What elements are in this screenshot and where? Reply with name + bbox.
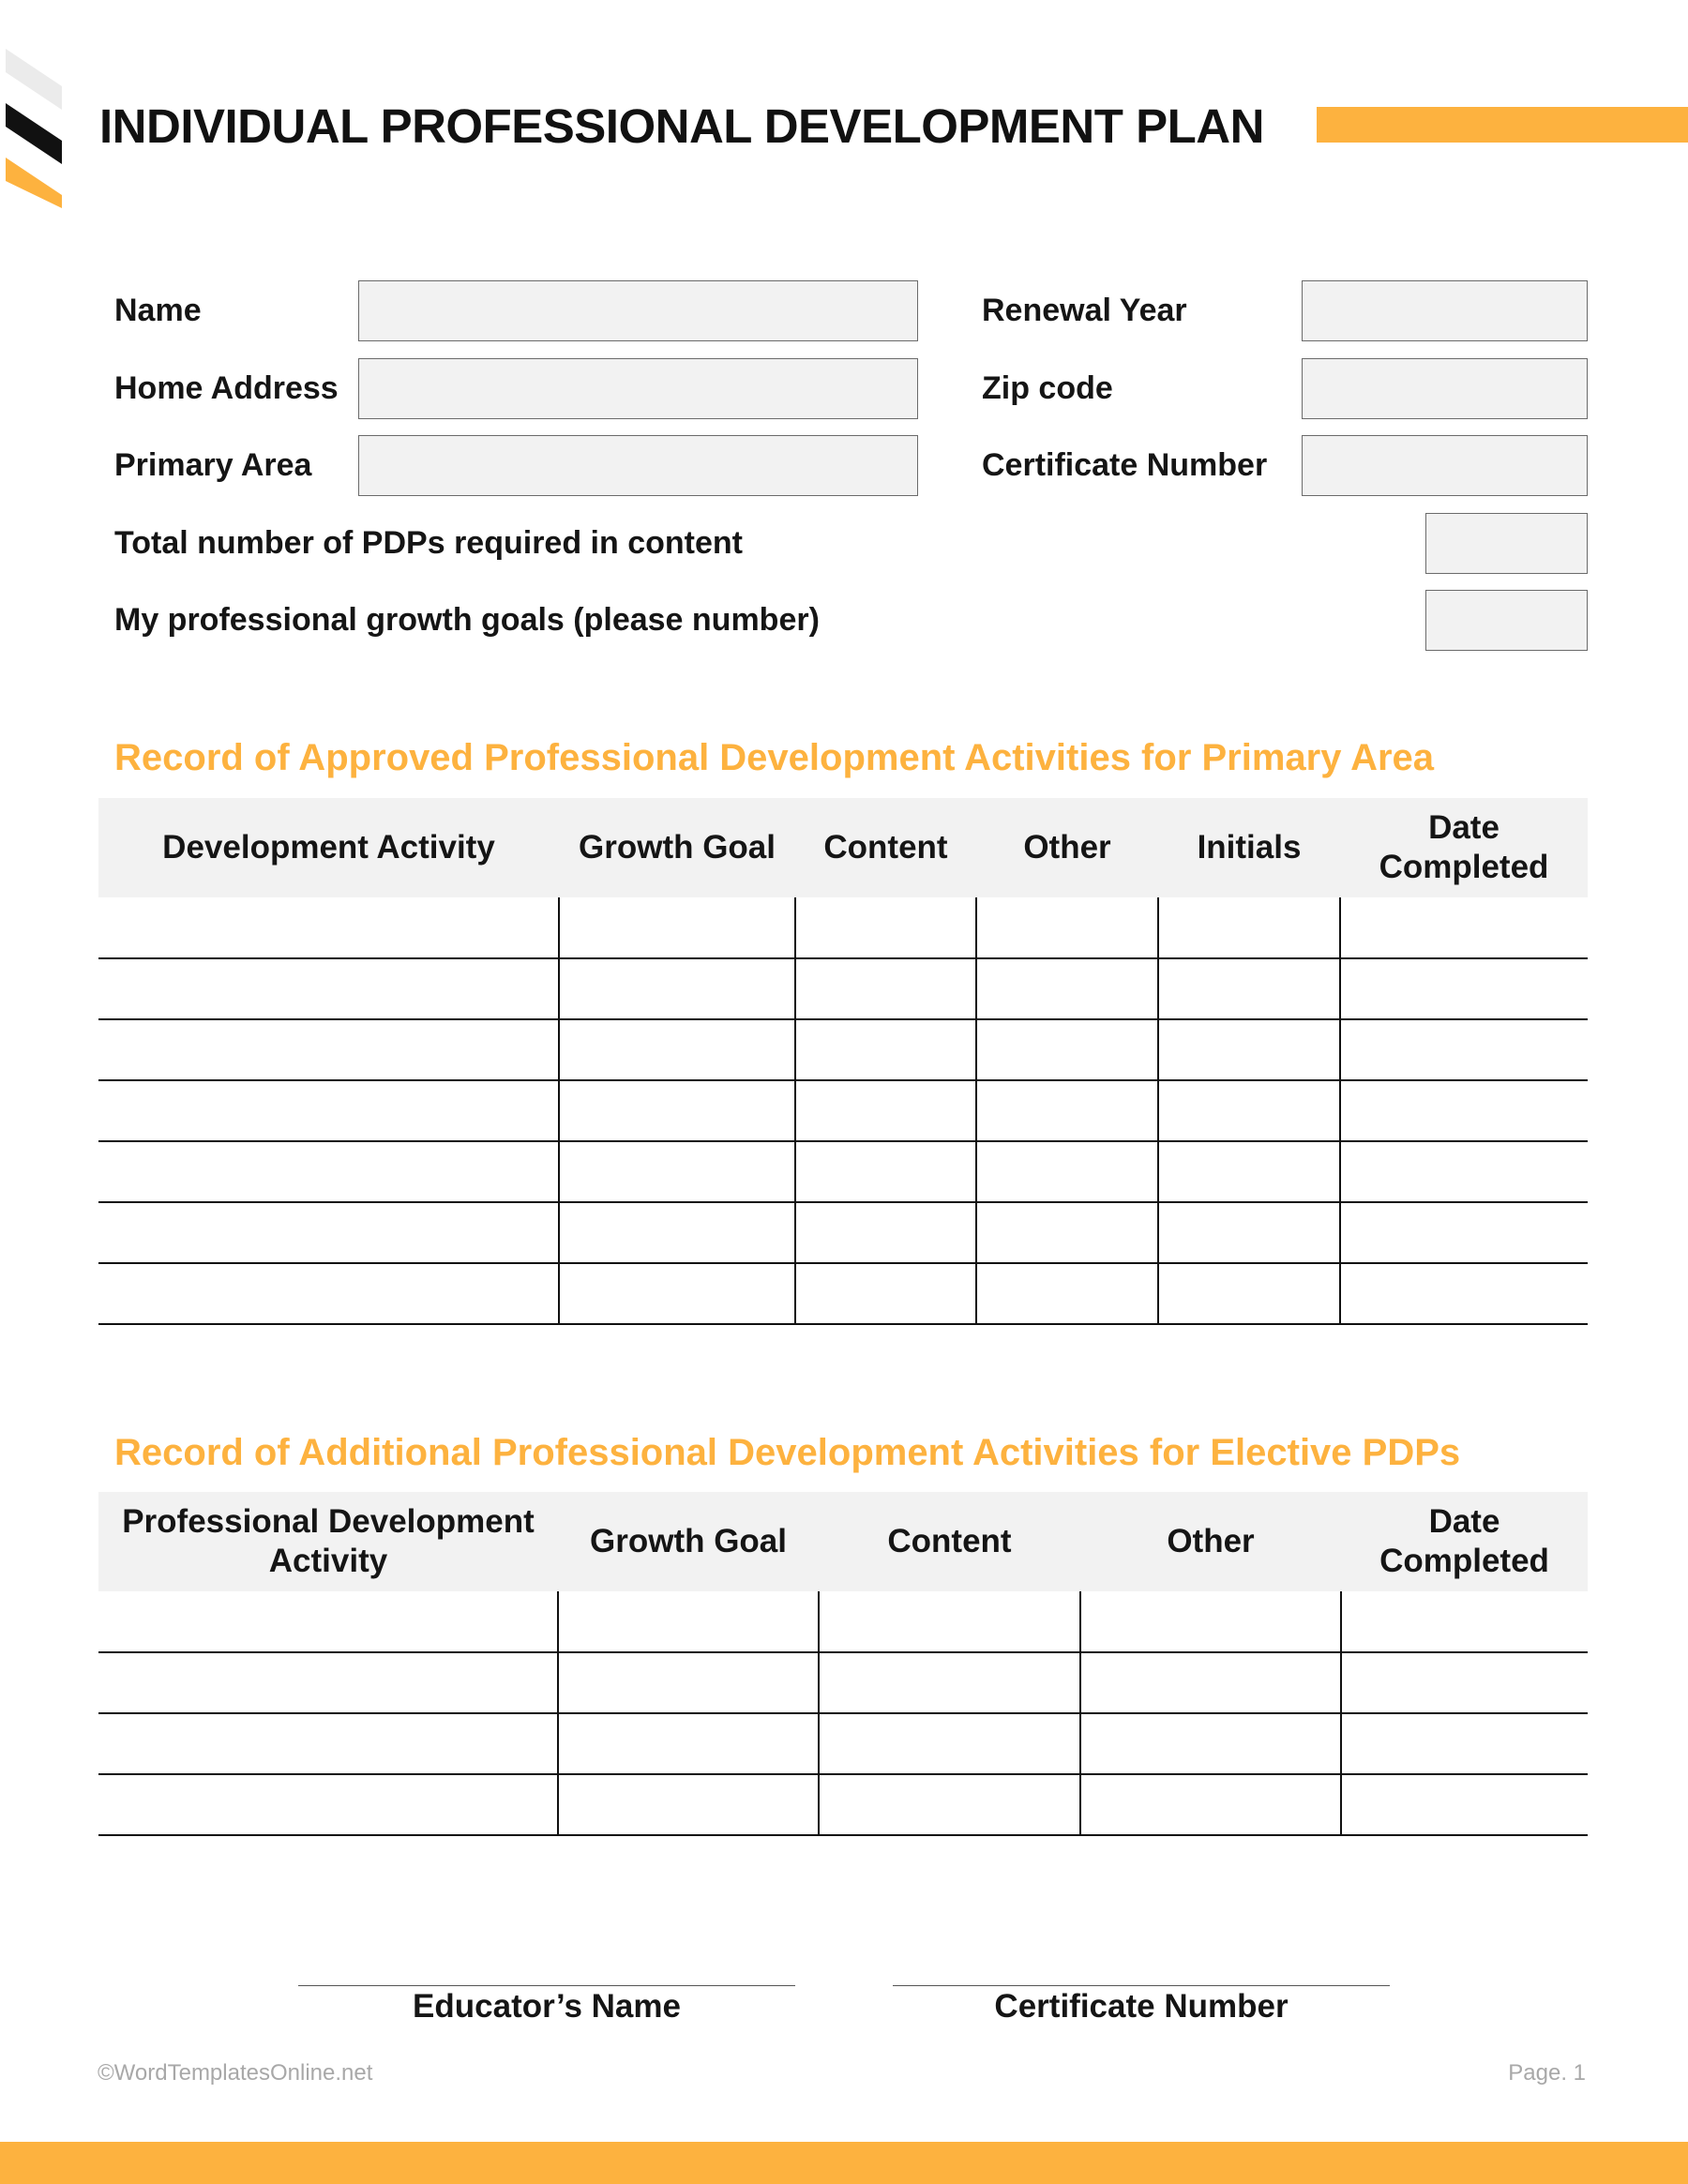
table-cell[interactable] <box>98 958 559 1019</box>
table-cell[interactable] <box>1158 958 1340 1019</box>
certificate-number-label: Certificate Number <box>982 447 1268 483</box>
table-row <box>98 1652 1588 1713</box>
primary-activities-table <box>98 798 1588 1325</box>
table-cell[interactable] <box>559 1080 795 1141</box>
page-number: Page. 1 <box>1508 2060 1586 2086</box>
table-cell[interactable] <box>1340 1263 1588 1324</box>
table-cell[interactable] <box>1340 1202 1588 1263</box>
table-cell[interactable] <box>98 897 559 958</box>
table-cell[interactable] <box>976 897 1158 958</box>
primary-area-field[interactable] <box>358 435 918 496</box>
table-cell[interactable] <box>1340 1019 1588 1080</box>
table-cell[interactable] <box>1158 1141 1340 1202</box>
title-accent-bar <box>1317 107 1688 143</box>
educator-name-signature-line[interactable] <box>298 1985 795 1986</box>
table-cell[interactable] <box>98 1774 558 1835</box>
certificate-number-field[interactable] <box>1302 435 1588 496</box>
total-pdps-label: Total number of PDPs required in content <box>114 525 743 561</box>
signature-certificate-number-label: Certificate Number <box>994 1988 1289 2025</box>
table-cell[interactable] <box>819 1774 1080 1835</box>
table-cell[interactable] <box>1341 1713 1588 1774</box>
home-address-field[interactable] <box>358 358 918 419</box>
certificate-number-signature-line[interactable] <box>893 1985 1390 1986</box>
table-row <box>98 958 1588 1019</box>
page-title: INDIVIDUAL PROFESSIONAL DEVELOPMENT PLAN <box>99 99 1264 153</box>
table-row <box>98 1713 1588 1774</box>
table-cell[interactable] <box>1340 1080 1588 1141</box>
primary-table-title: Record of Approved Professional Development Activities for Primary Area <box>114 737 1435 778</box>
table-cell[interactable] <box>558 1774 819 1835</box>
column-header: Growth Goal <box>559 798 795 897</box>
growth-goals-field[interactable] <box>1425 590 1588 651</box>
table-cell[interactable] <box>98 1652 558 1713</box>
table-cell[interactable] <box>559 1141 795 1202</box>
table-cell[interactable] <box>1341 1591 1588 1652</box>
column-header: Date Completed <box>1341 1492 1588 1591</box>
table-row <box>98 1263 1588 1324</box>
home-address-label: Home Address <box>114 370 339 406</box>
column-header: Initials <box>1158 798 1340 897</box>
table-cell[interactable] <box>558 1652 819 1713</box>
total-pdps-field[interactable] <box>1425 513 1588 574</box>
renewal-year-field[interactable] <box>1302 280 1588 341</box>
column-header: Growth Goal <box>558 1492 819 1591</box>
table-cell[interactable] <box>1340 1141 1588 1202</box>
table-row <box>98 1019 1588 1080</box>
table-cell[interactable] <box>1341 1774 1588 1835</box>
table-cell[interactable] <box>1080 1591 1341 1652</box>
logo-chevron-icon <box>6 49 62 208</box>
table-cell[interactable] <box>976 1202 1158 1263</box>
table-cell[interactable] <box>559 1263 795 1324</box>
table-cell[interactable] <box>819 1652 1080 1713</box>
table-cell[interactable] <box>795 1263 976 1324</box>
table-cell[interactable] <box>795 958 976 1019</box>
table-row <box>98 1591 1588 1652</box>
table-cell[interactable] <box>976 1141 1158 1202</box>
table-cell[interactable] <box>98 1080 559 1141</box>
table-cell[interactable] <box>1080 1652 1341 1713</box>
column-header: Other <box>1080 1492 1341 1591</box>
table-cell[interactable] <box>1158 1019 1340 1080</box>
table-cell[interactable] <box>1158 1202 1340 1263</box>
table-cell[interactable] <box>795 1019 976 1080</box>
table-cell[interactable] <box>558 1591 819 1652</box>
table-cell[interactable] <box>1158 1263 1340 1324</box>
table-cell[interactable] <box>559 897 795 958</box>
name-label: Name <box>114 293 202 328</box>
table-cell[interactable] <box>1158 1080 1340 1141</box>
copyright-text: ©WordTemplatesOnline.net <box>98 2060 373 2086</box>
table-cell[interactable] <box>976 1019 1158 1080</box>
primary-area-label: Primary Area <box>114 447 312 483</box>
table-cell[interactable] <box>98 1141 559 1202</box>
table-cell[interactable] <box>1158 897 1340 958</box>
table-cell[interactable] <box>98 1713 558 1774</box>
table-cell[interactable] <box>1080 1713 1341 1774</box>
zip-code-label: Zip code <box>982 370 1113 406</box>
growth-goals-label: My professional growth goals (please number) <box>114 602 820 638</box>
table-cell[interactable] <box>559 1202 795 1263</box>
table-cell[interactable] <box>819 1591 1080 1652</box>
table-cell[interactable] <box>98 1019 559 1080</box>
column-header: Other <box>976 798 1158 897</box>
name-field[interactable] <box>358 280 918 341</box>
column-header: Development Activity <box>98 798 559 897</box>
table-cell[interactable] <box>1341 1652 1588 1713</box>
table-cell[interactable] <box>976 958 1158 1019</box>
table-cell[interactable] <box>795 1141 976 1202</box>
bottom-accent-bar <box>0 2142 1688 2184</box>
table-cell[interactable] <box>558 1713 819 1774</box>
column-header: Date Completed <box>1340 798 1588 897</box>
table-cell[interactable] <box>1340 897 1588 958</box>
table-row <box>98 897 1588 958</box>
table-row <box>98 1141 1588 1202</box>
elective-activities-table <box>98 1492 1588 1836</box>
zip-code-field[interactable] <box>1302 358 1588 419</box>
column-header: Content <box>795 798 976 897</box>
table-cell[interactable] <box>1080 1774 1341 1835</box>
educator-name-label: Educator’s Name <box>413 1988 681 2025</box>
table-cell[interactable] <box>795 1202 976 1263</box>
table-cell[interactable] <box>98 1263 559 1324</box>
table-cell[interactable] <box>795 897 976 958</box>
table-row <box>98 1774 1588 1835</box>
elective-table-title: Record of Additional Professional Development Activities for Elective PDPs <box>114 1432 1461 1473</box>
table-cell[interactable] <box>559 958 795 1019</box>
table-row <box>98 1202 1588 1263</box>
column-header: Professional Development Activity <box>98 1492 558 1591</box>
table-cell[interactable] <box>98 1202 559 1263</box>
renewal-year-label: Renewal Year <box>982 293 1187 328</box>
column-header: Content <box>819 1492 1080 1591</box>
table-cell[interactable] <box>976 1263 1158 1324</box>
table-cell[interactable] <box>98 1591 558 1652</box>
table-cell[interactable] <box>819 1713 1080 1774</box>
table-cell[interactable] <box>795 1080 976 1141</box>
table-cell[interactable] <box>559 1019 795 1080</box>
table-cell[interactable] <box>976 1080 1158 1141</box>
table-row <box>98 1080 1588 1141</box>
table-cell[interactable] <box>1340 958 1588 1019</box>
